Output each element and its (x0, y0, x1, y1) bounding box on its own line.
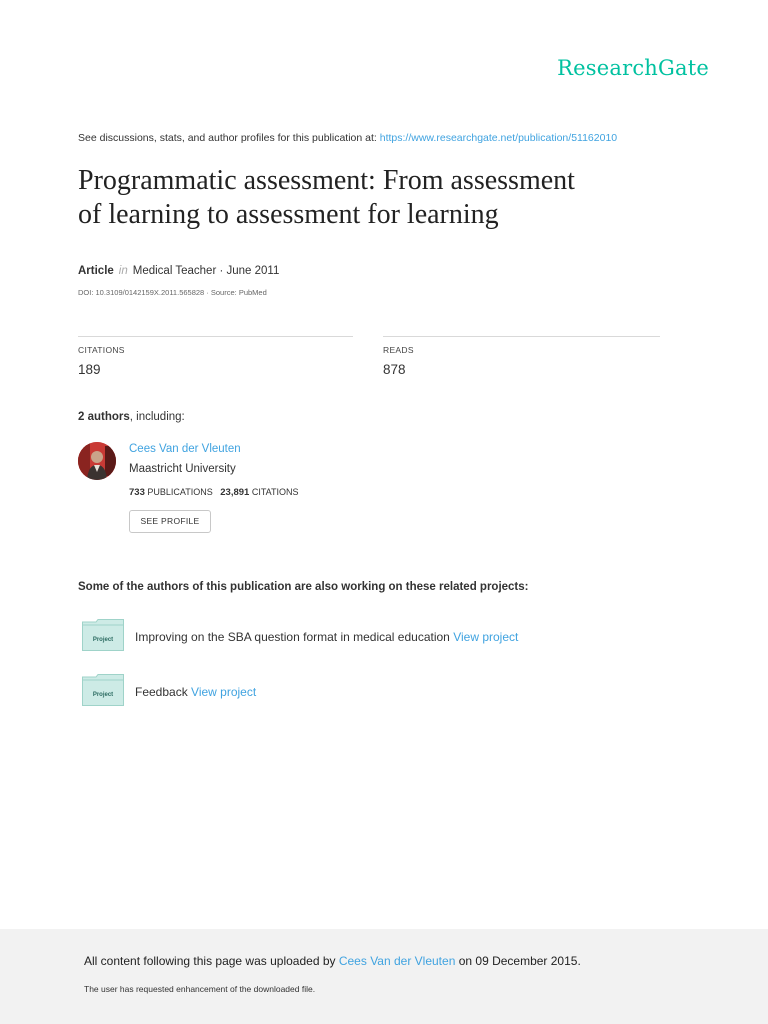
paper-title (78, 164, 698, 232)
reads-divider (383, 336, 660, 337)
citations-value: 189 (78, 362, 101, 377)
enhancement-note: The user has requested enhancement of the downloaded file. (84, 984, 316, 994)
reads-value: 878 (383, 362, 406, 377)
author-publications-count: 733 (129, 487, 145, 498)
publication-url-link[interactable]: https://www.researchgate.net/publication/51162010 (379, 132, 618, 144)
discussion-text: See discussions, stats, and author profiles for this publication at: (78, 132, 380, 144)
see-profile-button[interactable]: SEE PROFILE (129, 510, 211, 533)
author-citations-label: CITATIONS (251, 487, 299, 497)
author-name-link[interactable]: Cees Van der Vleuten (129, 443, 241, 455)
upload-notice (84, 954, 581, 968)
paper-meta (78, 265, 279, 277)
project-title-1: Improving on the SBA question format in medical education (135, 630, 454, 644)
view-project-link-1[interactable]: View project (453, 630, 519, 644)
reads-label: READS (383, 345, 414, 355)
authors-including: , including: (129, 411, 185, 423)
authors-heading (78, 411, 185, 423)
paper-doi: DOI: 10.3109/0142159X.2011.565828 · Source: PubMed (78, 288, 267, 297)
upload-prefix: All content following this page was uploaded by (84, 954, 339, 968)
project-title-2: Feedback (135, 685, 192, 699)
projects-heading: Some of the authors of this publication are also working on these related projects: (78, 581, 529, 593)
project-item-2 (135, 685, 256, 699)
paper-title-line-2: of learning to assessment for learning (78, 199, 499, 230)
citations-divider (78, 336, 353, 337)
avatar-photo-icon (78, 442, 116, 480)
authors-count: 2 authors (78, 411, 130, 423)
upload-suffix: on 09 December 2015. (455, 954, 581, 968)
footer-panel (0, 929, 768, 1024)
author-avatar[interactable] (78, 442, 116, 480)
uploader-link[interactable]: Cees Van der Vleuten (338, 954, 456, 968)
paper-title-line-1: Programmatic assessment: From assessment (78, 165, 575, 196)
paper-type: Article (78, 265, 114, 277)
project-item-1 (135, 630, 518, 644)
in-word: in (118, 265, 128, 277)
researchgate-logo: ResearchGate (557, 56, 709, 80)
view-project-link-2[interactable]: View project (191, 685, 257, 699)
author-publications-label: PUBLICATIONS (147, 487, 213, 497)
paper-venue: Medical Teacher · June 2011 (132, 265, 280, 277)
discussion-line (78, 132, 617, 144)
author-citations-count: 23,891 (220, 487, 250, 498)
svg-text:Project: Project (92, 637, 114, 643)
svg-text:Project: Project (92, 692, 114, 698)
author-institution: Maastricht University (129, 463, 236, 475)
project-folder-icon (82, 674, 124, 711)
author-stats (129, 487, 299, 498)
project-folder-icon (82, 619, 124, 656)
citations-label: CITATIONS (78, 345, 125, 355)
